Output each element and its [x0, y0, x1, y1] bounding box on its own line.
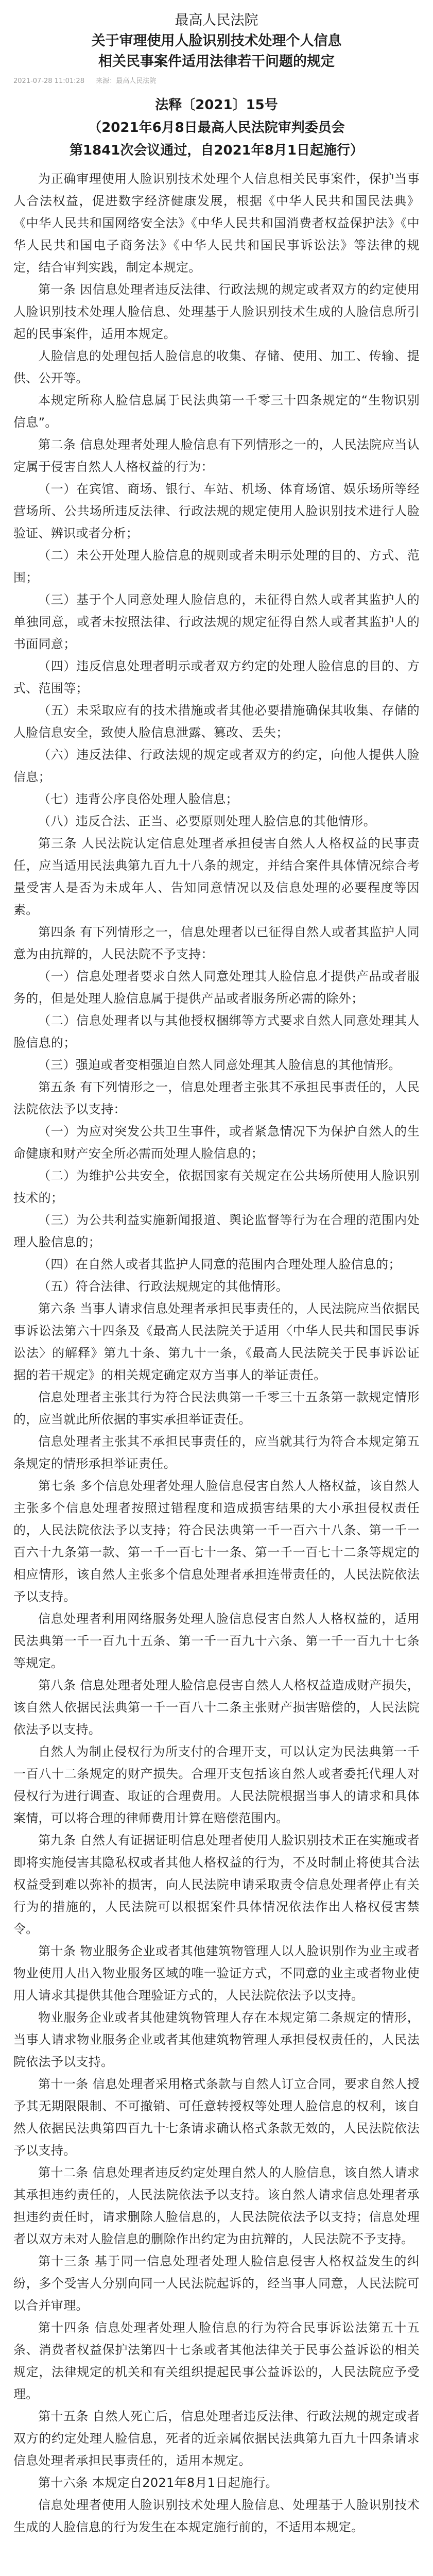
- paragraph: 第一条 因信息处理者违反法律、行政法规的规定或者双方的约定使用人脸识别技术处理人脸信息、处理基于人脸识别技术生成的人脸信息所引起的民事案件，适用本规定。: [13, 282, 420, 341]
- paragraph: （五）未采取应有的技术措施或者其他必要措施确保其收集、存储的人脸信息安全，致使人脸信息泄露、篡改、丢失；: [13, 703, 420, 740]
- paragraph: （八）违反合法、正当、必要原则处理人脸信息的其他情形。: [38, 814, 376, 828]
- paragraph: （一）在宾馆、商场、银行、车站、机场、体育场馆、娱乐场所等经营场所、公共场所违反法律、行政法规的规定使用人脸识别技术进行人脸验证、辨识或者分析；: [13, 482, 420, 540]
- paragraph: （七）违背公序良俗处理人脸信息；: [38, 792, 238, 806]
- adoption-line-2: 第1841次会议通过，自2021年8月1日起施行）: [70, 143, 363, 158]
- source-label: 来源：最高人民法院: [96, 77, 157, 85]
- paragraph: 第六条 当事人请求信息处理者承担民事责任的，人民法院应当依据民事诉讼法第六十四条及《最高人民法院关于适用〈中华人民共和国民事诉讼法〉的解释》第九十条、第九十一条，《最高人民法院关于民事诉讼证据的若干规定》的相关规定确定双方当事人的举证责任。: [13, 1301, 420, 1382]
- paragraph: 第八条 信息处理者处理人脸信息侵害自然人人格权益造成财产损失，该自然人依据民法典第一千一百八十二条主张财产损害赔偿的，人民法院依法予以支持。: [13, 1678, 420, 1737]
- paragraph: 信息处理者主张其行为符合民法典第一千零三十五条第一款规定情形的，应当就此所依据的事实承担举证责任。: [13, 1390, 420, 1427]
- paragraph: 信息处理者利用网络服务处理人脸信息侵害自然人人格权益的，适用民法典第一千一百九十五条、第一千一百九十六条、第一千一百九十七条等规定。: [13, 1612, 420, 1670]
- paragraph: （四）违反信息处理者明示或者双方约定的处理人脸信息的目的、方式、范围等；: [13, 659, 420, 696]
- paragraph: （一）信息处理者要求自然人同意处理其人脸信息才提供产品或者服务的，但是处理人脸信息属于提供产品或者服务所必需的除外；: [13, 969, 420, 1006]
- paragraph: 第十三条 基于同一信息处理者处理人脸信息侵害人格权益发生的纠纷，多个受害人分别向同一人民法院起诉的，经当事人同意，人民法院可以合并审理。: [13, 2254, 420, 2313]
- paragraph: 第七条 多个信息处理者处理人脸信息侵害自然人人格权益，该自然人主张多个信息处理者按照过错程度和造成损害结果的大小承担侵权责任的，人民法院依法予以支持；符合民法典第一千一百六十八条、第一千一百六十九条第一款、第一千一百七十一条、第一千一百七十二条等规定的相应情形，该自然人主张多个信息处理者承担连带责任的，人民法院依法予以支持。: [13, 1479, 420, 1604]
- paragraph: （二）未公开处理人脸信息的规则或者未明示处理的目的、方式、范围；: [13, 548, 420, 585]
- title-line-1: 关于审理使用人脸识别技术处理个人信息: [91, 33, 342, 49]
- document-meta: [13, 76, 420, 87]
- paragraph: （二）信息处理者以与其他授权捆绑等方式要求自然人同意处理其人脸信息的；: [13, 1013, 420, 1050]
- paragraph: 第二条 信息处理者处理人脸信息有下列情形之一的，人民法院应当认定属于侵害自然人人格权益的行为：: [13, 437, 420, 474]
- paragraph: 第四条 有下列情形之一，信息处理者以已征得自然人或者其监护人同意为由抗辩的，人民法院不予支持：: [13, 925, 420, 961]
- paragraph: 第十一条 信息处理者采用格式条款与自然人订立合同，要求自然人授予其无期限限制、不可撤销、可任意转授权等处理人脸信息的权利，该自然人依据民法典第四百九十七条请求确认格式条款无效的，人民法院依法予以支持。: [13, 2077, 420, 2158]
- paragraph: 第五条 有下列情形之一，信息处理者主张其不承担民事责任的，人民法院依法予以支持：: [13, 1080, 420, 1116]
- title-issuer: 最高人民法院: [175, 12, 258, 28]
- paragraph: 信息处理者主张其不承担民事责任的，应当就其行为符合本规定第五条规定的情形承担举证责任。: [13, 1434, 420, 1471]
- paragraph: 第十六条 本规定自2021年8月1日起施行。: [38, 2476, 278, 2490]
- document-title: [13, 10, 420, 72]
- paragraph: （四）在自然人或者其监护人同意的范围内合理处理人脸信息的；: [38, 1257, 401, 1272]
- publish-date: 2021-07-28 11:01:28: [13, 77, 85, 85]
- paragraph: 第十二条 信息处理者违反约定处理自然人的人脸信息，该自然人请求其承担违约责任的，人民法院依法予以支持。该自然人请求信息处理者承担违约责任时，请求删除人脸信息的，人民法院依法予以支持；信息处理者以双方未对人脸信息的删除作出约定为由抗辩的，人民法院不予支持。: [13, 2165, 420, 2246]
- paragraph: 第九条 自然人有证据证明信息处理者使用人脸识别技术正在实施或者即将实施侵害其隐私权或者其他人格权益的行为，不及时制止将使其合法权益受到难以弥补的损害，向人民法院申请采取责令信息处理者停止有关行为的措施的，人民法院可以根据案件具体情况依法作出人格权侵害禁令。: [13, 1833, 420, 1936]
- paragraph: （一）为应对突发公共卫生事件，或者紧急情况下为保护自然人的生命健康和财产安全所必需而处理人脸信息的；: [13, 1124, 420, 1161]
- paragraph: 自然人为制止侵权行为所支付的合理开支，可以认定为民法典第一千一百八十二条规定的财产损失。合理开支包括该自然人或者委托代理人对侵权行为进行调查、取证的合理费用。人民法院根据当事人的请求和具体案情，可以将合理的律师费用计算在赔偿范围内。: [13, 1744, 420, 1825]
- paragraph: 第三条 人民法院认定信息处理者承担侵害自然人人格权益的民事责任，应当适用民法典第九百九十八条的规定，并结合案件具体情况综合考量受害人是否为未成年人、告知同意情况以及信息处理的必要程度等因素。: [13, 836, 420, 917]
- paragraph: （二）为维护公共安全，依据国家有关规定在公共场所使用人脸识别技术的；: [13, 1168, 420, 1205]
- paragraph: 物业服务企业或者其他建筑物管理人存在本规定第二条规定的情形，当事人请求物业服务企业或者其他建筑物管理人承担侵权责任的，人民法院依法予以支持。: [13, 2010, 420, 2069]
- paragraph: （五）符合法律、行政法规规定的其他情形。: [38, 1279, 288, 1294]
- paragraph: 第十条 物业服务企业或者其他建筑物管理人以人脸识别作为业主或者物业使用人出入物业服务区域的唯一验证方式，不同意的业主或者物业使用人请求其提供其他合理验证方式的，人民法院依法予以支持。: [13, 1944, 420, 2003]
- document-number: 法释〔2021〕15号: [155, 97, 278, 113]
- paragraph: （三）强迫或者变相强迫自然人同意处理其人脸信息的其他情形。: [38, 1058, 401, 1072]
- title-line-2: 相关民事案件适用法律若干问题的规定: [98, 54, 335, 70]
- paragraph: 本规定所称人脸信息属于民法典第一千零三十四条规定的“生物识别信息”。: [13, 393, 420, 430]
- document-body: [13, 168, 420, 2538]
- paragraph: 信息处理者使用人脸识别技术处理人脸信息、处理基于人脸识别技术生成的人脸信息的行为发生在本规定施行前的，不适用本规定。: [13, 2498, 420, 2534]
- paragraph: （三）为公共利益实施新闻报道、舆论监督等行为在合理的范围内处理人脸信息的；: [13, 1213, 420, 1249]
- paragraph: 第十五条 自然人死亡后，信息处理者违反法律、行政法规的规定或者双方的约定处理人脸信息，死者的近亲属依据民法典第九百九十四条请求信息处理者承担民事责任的，适用本规定。: [13, 2409, 420, 2468]
- paragraph: （三）基于个人同意处理人脸信息的，未征得自然人或者其监护人的单独同意，或者未按照法律、行政法规的规定征得自然人或者其监护人的书面同意；: [13, 592, 420, 651]
- paragraph: 人脸信息的处理包括人脸信息的收集、存储、使用、加工、传输、提供、公开等。: [13, 349, 420, 385]
- paragraph: （六）违反法律、行政法规的规定或者双方的约定，向他人提供人脸信息；: [13, 748, 420, 784]
- adoption-line-1: （2021年6月8日最高人民法院审判委员会: [88, 120, 345, 135]
- paragraph: 第十四条 信息处理者处理人脸信息的行为符合民事诉讼法第五十五条、消费者权益保护法第四十七条或者其他法律关于民事公益诉讼的相关规定，法律规定的机关和有关组织提起民事公益诉讼的，人民法院应予受理。: [13, 2320, 420, 2401]
- paragraph: 为正确审理使用人脸识别技术处理个人信息相关民事案件，保护当事人合法权益，促进数字经济健康发展，根据《中华人民共和国民法典》《中华人民共和国网络安全法》《中华人民共和国消费者权益保护法》《中华人民共和国电子商务法》《中华人民共和国民事诉讼法》等法律的规定，结合审判实践，制定本规定。: [13, 172, 420, 275]
